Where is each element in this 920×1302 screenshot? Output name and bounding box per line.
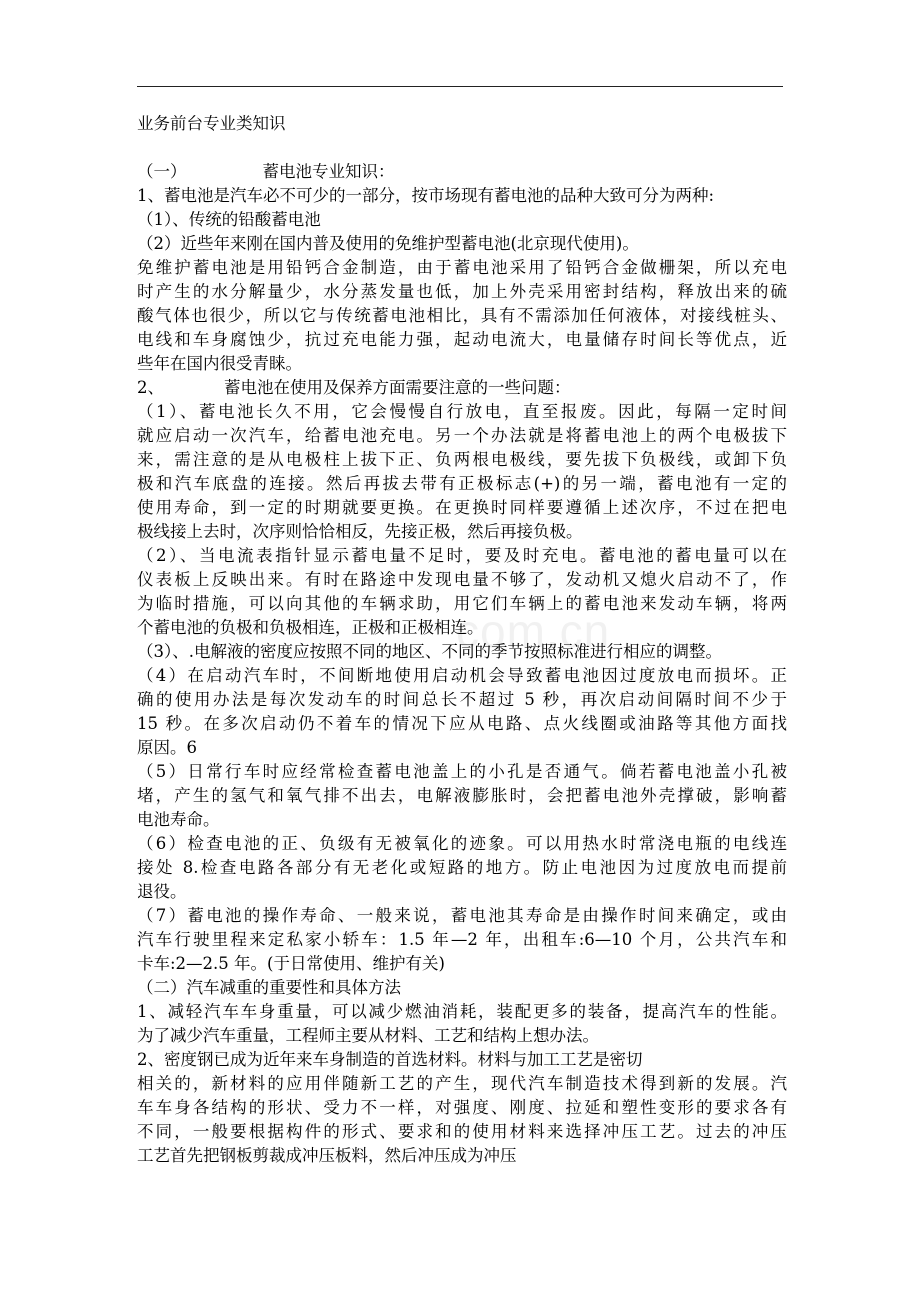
paragraph-line: 1、蓄电池是汽车必不可少的一部分，按市场现有蓄电池的品种大致可分为两种: [137, 186, 715, 205]
paragraph-line: 工艺首先把钢板剪裁成冲压板料，然后冲压成为冲压 [137, 1146, 517, 1165]
section-label: （一） [137, 162, 187, 181]
section-heading-3: （二）汽车减重的重要性和具体方法 [137, 978, 401, 997]
list-item: （1）、传统的铅酸蓄电池 [137, 210, 321, 229]
paragraph-line: 原因。6 [137, 738, 197, 757]
paragraph-line: 仪表板上反映出来。有时在路途中发现电量不够了，发动机又熄火启动不了，作 [137, 570, 787, 589]
paragraph-line: 个蓄电池的负极和负极相连，正极和正极相连。 [137, 618, 484, 637]
paragraph-line: 极和汽车底盘的连接。然后再拔去带有正极标志(+)的另一端，蓄电池有一定的 [137, 474, 787, 493]
section-heading-1 [137, 160, 787, 184]
paragraph-line: 车车身各结构的形状、受力不一样，对强度、刚度、拉延和塑性变形的要求各有 [137, 1098, 787, 1117]
section-title: 蓄电池在使用及保养方面需要注意的一些问题： [224, 378, 571, 397]
page-title: 业务前台专业类知识 [137, 114, 286, 133]
list-item: （2）近些年来刚在国内普及使用的免维护型蓄电池(北京现代使用)。 [137, 234, 639, 253]
paragraph-line: 接处 8.检查电路各部分有无老化或短路的地方。防止电池因为过度放电而提前 [137, 858, 787, 877]
paragraph-line: 15 秒。在多次启动仍不着车的情况下应从电路、点火线圈或油路等其他方面找 [137, 714, 787, 733]
paragraph-line: 卡车:2—2.5 年。(于日常使用、维护有关) [137, 954, 445, 973]
document-body [137, 160, 787, 1168]
section-label: 2、 [137, 378, 164, 397]
paragraph-line: 极线接上去时，次序则恰恰相反，先接正极，然后再接负极。 [137, 522, 583, 541]
paragraph-line: 些年在国内很受青睐。 [137, 354, 302, 373]
paragraph-line: 为临时措施，可以向其他的车辆求助，用它们车辆上的蓄电池来发动车辆，将两 [137, 594, 787, 613]
paragraph-line: 汽车行驶里程来定私家小轿车：1.5 年—2 年，出租车:6—10 个月，公共汽车和 [137, 930, 787, 949]
paragraph-line: （1）、蓄电池长久不用，它会慢慢自行放电，直至报废。因此，每隔一定时间 [137, 402, 787, 421]
paragraph-line: 相关的，新材料的应用伴随新工艺的产生，现代汽车制造技术得到新的发展。汽 [137, 1074, 787, 1093]
paragraph-line: 时产生的水分解量少，水分蒸发量也低，加上外壳采用密封结构，释放出来的硫 [137, 282, 787, 301]
paragraph-line: 为了减少汽车重量，工程师主要从材料、工艺和结构上想办法。 [137, 1026, 599, 1045]
section-heading-2 [137, 376, 787, 400]
paragraph-line: 退役。 [137, 882, 187, 901]
paragraph-line: （5）日常行车时应经常检查蓄电池盖上的小孔是否通气。倘若蓄电池盖小孔被 [137, 762, 787, 781]
paragraph-line: 2、密度钢已成为近年来车身制造的首选材料。材料与加工工艺是密切 [137, 1050, 643, 1069]
paragraph-line: （6）检查电池的正、负级有无被氧化的迹象。可以用热水时常浇电瓶的电线连 [137, 834, 787, 853]
paragraph-line: 1、减轻汽车车身重量，可以减少燃油消耗，装配更多的装备，提高汽车的性能。 [137, 1002, 787, 1021]
paragraph-line: （4）在启动汽车时，不间断地使用启动机会导致蓄电池因过度放电而损坏。正 [137, 666, 787, 685]
paragraph-line: 免维护蓄电池是用铅钙合金制造，由于蓄电池采用了铅钙合金做栅架，所以充电 [137, 258, 787, 277]
paragraph-line: （3）、.电解液的密度应按照不同的地区、不同的季节按照标准进行相应的调整。 [137, 642, 722, 661]
paragraph-line: 来，需注意的是从电极柱上拔下正、负两根电极线，要先拔下负极线，或卸下负 [137, 450, 787, 469]
paragraph-line: 电池寿命。 [137, 810, 220, 829]
paragraph-line: （7）蓄电池的操作寿命、一般来说，蓄电池其寿命是由操作时间来确定，或由 [137, 906, 787, 925]
paragraph-line: 确的使用办法是每次发动车的时间总长不超过 5 秒，再次启动间隔时间不少于 [137, 690, 787, 709]
header-rule [137, 86, 783, 87]
paragraph-line: 就应启动一次汽车，给蓄电池充电。另一个办法就是将蓄电池上的两个电极拔下 [137, 426, 787, 445]
paragraph-line: 堵，产生的氢气和氧气排不出去，电解液膨胀时，会把蓄电池外壳撑破，影响蓄 [137, 786, 787, 805]
paragraph-line: 电线和车身腐蚀少，抗过充电能力强，起动电流大，电量储存时间长等优点，近 [137, 330, 787, 349]
paragraph-line: 酸气体也很少，所以它与传统蓄电池相比，具有不需添加任何液体，对接线桩头、 [137, 306, 787, 325]
paragraph-line: 不同，一般要根据构件的形式、要求和的使用材料来选择冲压工艺。过去的冲压 [137, 1122, 787, 1141]
paragraph-line: （2）、当电流表指针显示蓄电量不足时，要及时充电。蓄电池的蓄电量可以在 [137, 546, 787, 565]
watermark: com.cn [456, 605, 611, 657]
paragraph-line: 使用寿命，到一定的时期就要更换。在更换时同样要遵循上述次序，不过在把电 [137, 498, 787, 517]
section-title: 蓄电池专业知识： [262, 162, 395, 181]
